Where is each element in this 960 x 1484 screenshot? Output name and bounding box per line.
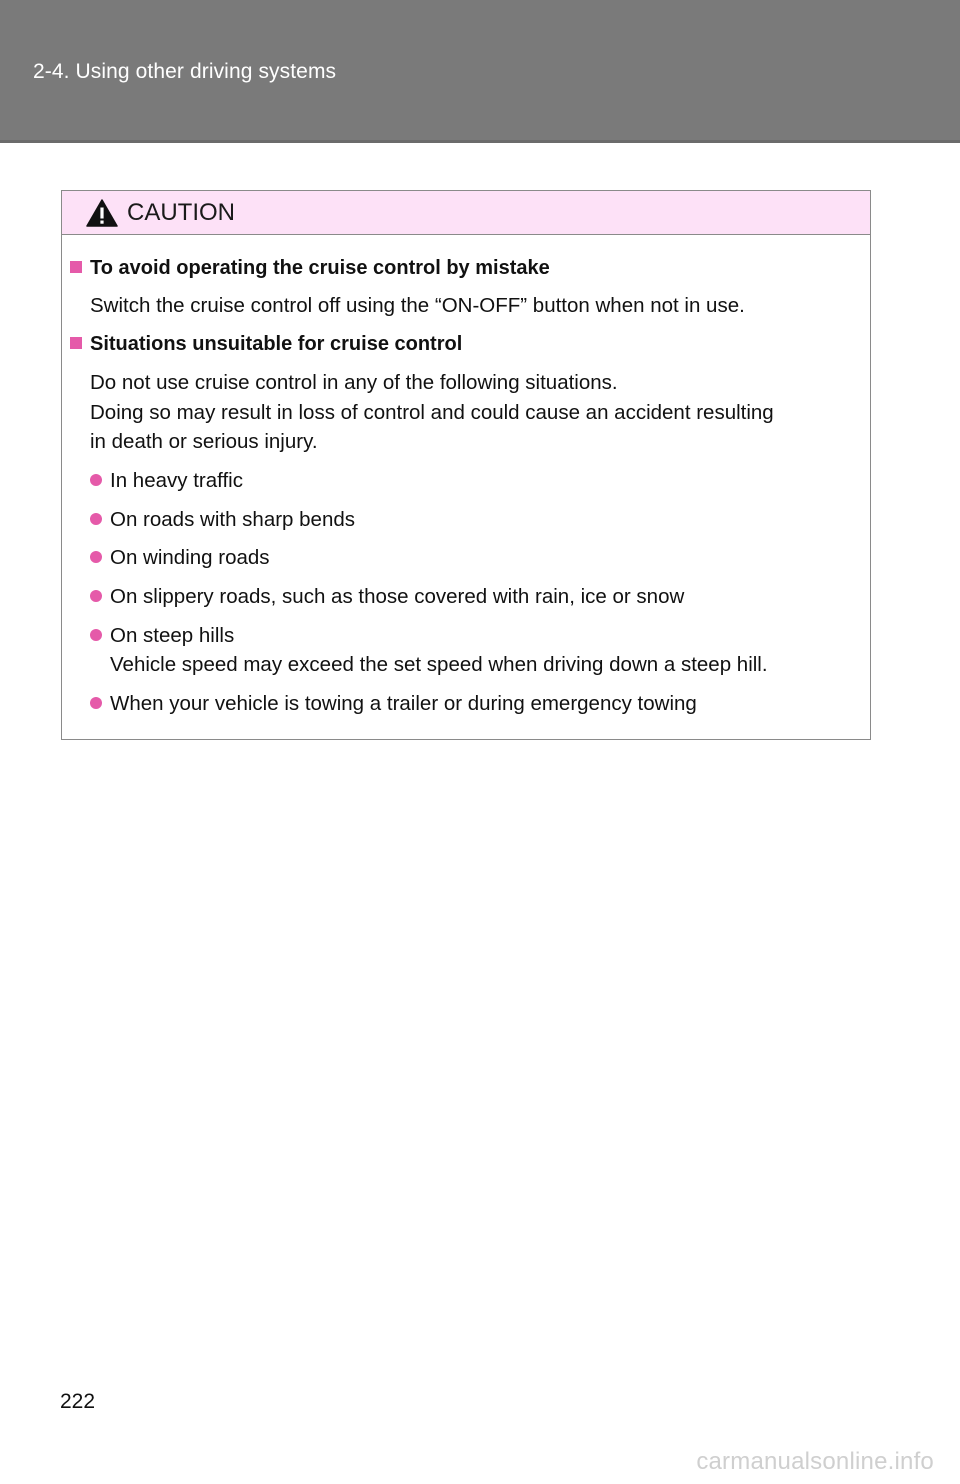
header-band — [0, 0, 960, 143]
section-title: 2-4. Using other driving systems — [33, 60, 337, 83]
list-item: On slippery roads, such as those covered with rain, ice or snow — [90, 582, 684, 611]
section-text-line1: Do not use cruise control in any of the following situations. — [90, 371, 618, 394]
circle-bullet-icon — [90, 474, 102, 486]
caution-title: CAUTION — [127, 199, 235, 226]
circle-bullet-icon — [90, 697, 102, 709]
circle-bullet-icon — [90, 513, 102, 525]
section-text-line2: Doing so may result in loss of control and could cause an accident resulting — [90, 401, 774, 424]
square-bullet-icon — [70, 337, 82, 349]
list-item: On roads with sharp bends — [90, 505, 355, 534]
caution-header — [62, 191, 870, 235]
section-text-line3: in death or serious injury. — [90, 430, 318, 453]
list-item: In heavy traffic — [90, 466, 243, 495]
page-number: 222 — [60, 1390, 96, 1413]
section-text-avoid-mistake: Switch the cruise control off using the “ON-OFF” button when not in use. — [90, 294, 745, 317]
list-item: On steep hills — [90, 621, 234, 650]
section-heading-unsuitable: Situations unsuitable for cruise control — [70, 333, 462, 356]
circle-bullet-icon — [90, 551, 102, 563]
circle-bullet-icon — [90, 590, 102, 602]
square-bullet-icon — [70, 261, 82, 273]
warning-triangle-icon — [86, 199, 118, 227]
circle-bullet-icon — [90, 629, 102, 641]
list-item: When your vehicle is towing a trailer or during emergency towing — [90, 689, 697, 718]
watermark: carmanualsonline.info — [696, 1448, 934, 1475]
caution-box — [61, 190, 871, 740]
section-heading-avoid-mistake: To avoid operating the cruise control by mistake — [70, 257, 550, 280]
list-item: On winding roads — [90, 543, 270, 572]
bullet-note: Vehicle speed may exceed the set speed when driving down a steep hill. — [110, 653, 768, 676]
